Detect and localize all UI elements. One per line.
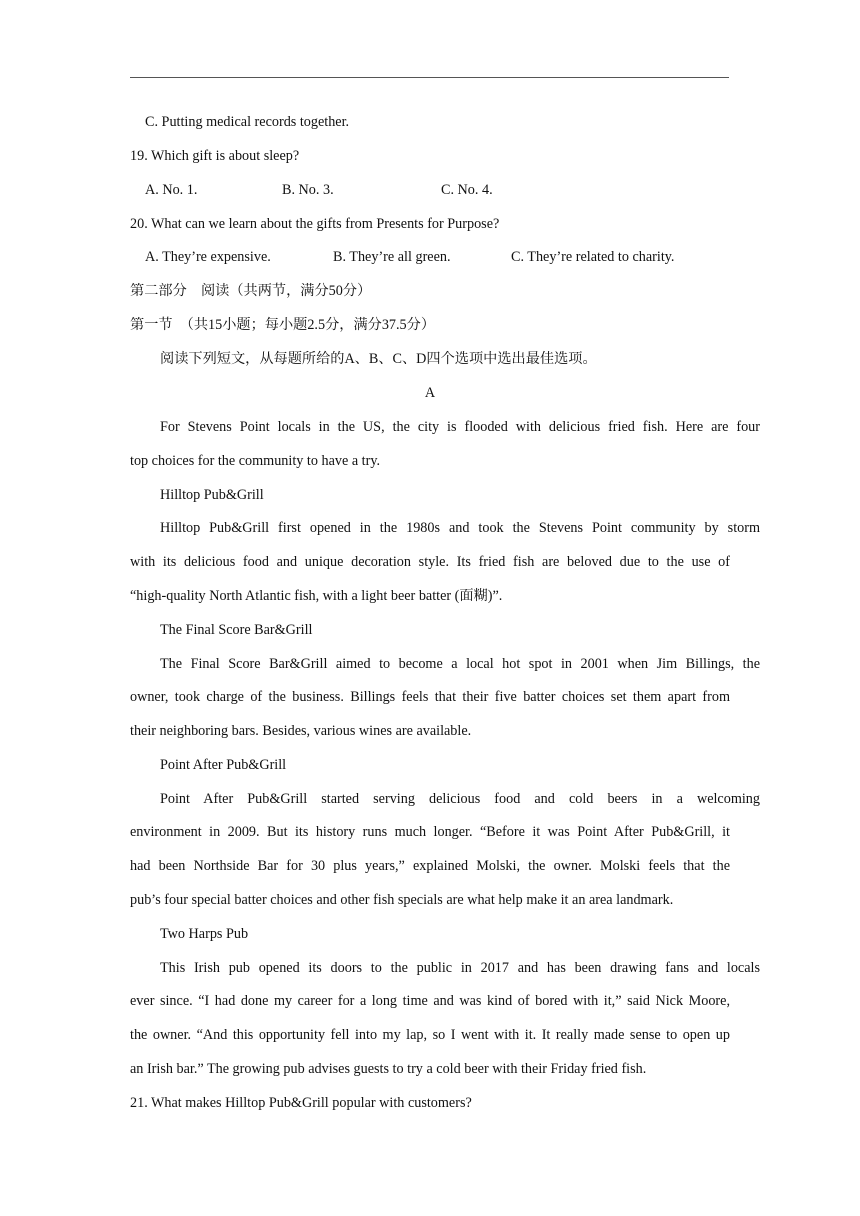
paragraph-line: had been Northside Bar for 30 plus years,” explained Molski, the owner. Molski feels that the	[130, 858, 730, 874]
q21-question: 21. What makes Hilltop Pub&Grill popular with customers?	[130, 1095, 472, 1111]
section-title-point-after: Point After Pub&Grill	[160, 757, 287, 773]
q20-options	[130, 248, 730, 266]
q20-option-b: B. They’re all green.	[333, 249, 451, 265]
q19-option-c: C. No. 4.	[441, 182, 493, 198]
q19-option-a: A. No. 1.	[145, 182, 198, 198]
q20-option-c: C. They’re related to charity.	[511, 249, 675, 265]
paragraph-line: an Irish bar.” The growing pub advises guests to try a cold beer with their Friday fried fish.	[130, 1061, 647, 1077]
section-title-two-harps: Two Harps Pub	[160, 926, 249, 942]
paragraph-line: their neighboring bars. Besides, various wines are available.	[130, 723, 472, 739]
passage-intro-line: top choices for the community to have a try.	[130, 453, 381, 469]
q18-option-c: C. Putting medical records together.	[145, 114, 350, 130]
section-title-final-score: The Final Score Bar&Grill	[160, 622, 313, 638]
q19-question: 19. Which gift is about sleep?	[130, 148, 300, 164]
paragraph-line: with its delicious food and unique decoration style. Its fried fish are beloved due to the use of	[130, 554, 730, 570]
paragraph-line: environment in 2009. But its history runs much longer. “Before it was Point After Pub&Grill, it	[130, 824, 730, 840]
paragraph-line: owner, took charge of the business. Billings feels that their five batter choices set them apart from	[130, 689, 730, 705]
passage-label: A	[424, 385, 436, 401]
part2-heading: 第二部分 阅读（共两节，满分50分）	[130, 283, 372, 299]
paragraph-line: Point After Pub&Grill started serving delicious food and cold beers in a welcoming	[160, 791, 760, 807]
paragraph-line: “high-quality North Atlantic fish, with a light beer batter (面糊)”.	[130, 588, 503, 604]
section-title-hilltop: Hilltop Pub&Grill	[160, 487, 264, 503]
paragraph-line: This Irish pub opened its doors to the public in 2017 and has been drawing fans and locals	[160, 960, 760, 976]
instructions: 阅读下列短文，从每题所给的A、B、C、D四个选项中选出最佳选项。	[160, 351, 597, 367]
paragraph-line: The Final Score Bar&Grill aimed to become a local hot spot in 2001 when Jim Billings, the	[160, 656, 760, 672]
q20-question: 20. What can we learn about the gifts from Presents for Purpose?	[130, 216, 500, 232]
paragraph-line: the owner. “And this opportunity fell into my lap, so I went with it. It really made sense to open up	[130, 1027, 730, 1043]
paragraph-line: pub’s four special batter choices and other fish specials are what help make it an area landmark.	[130, 892, 674, 908]
paragraph-line: ever since. “I had done my career for a long time and was kind of bored with it,” said Nick Moore,	[130, 993, 730, 1009]
q19-option-b: B. No. 3.	[282, 182, 334, 198]
q19-options	[130, 181, 730, 199]
paragraph-line: Hilltop Pub&Grill first opened in the 1980s and took the Stevens Point community by storm	[160, 520, 760, 536]
q20-option-a: A. They’re expensive.	[145, 249, 271, 265]
passage-intro-line: For Stevens Point locals in the US, the city is flooded with delicious fried fish. Here are four	[160, 419, 760, 435]
section1-heading: 第一节 （共15小题；每小题2.5分，满分37.5分）	[130, 317, 436, 333]
header-rule	[130, 77, 729, 78]
